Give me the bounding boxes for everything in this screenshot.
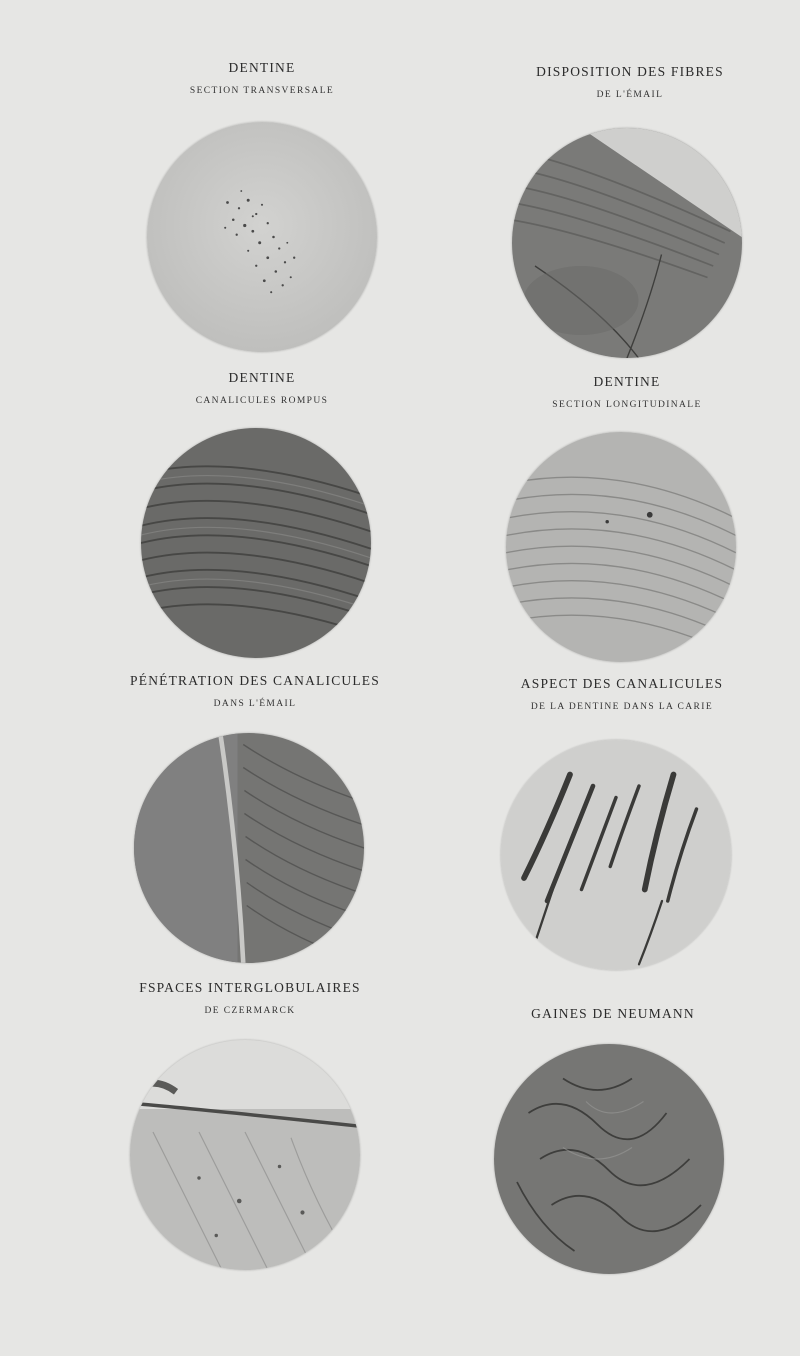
caption-subtitle: SECTION TRANSVERSALE (189, 86, 335, 96)
micrograph-image (130, 1040, 360, 1270)
micrograph-image (506, 432, 736, 662)
caption-penetration (55, 673, 455, 710)
micrograph-caries-canaliculi (501, 740, 731, 970)
micrograph-image (147, 122, 377, 352)
caption-title: DENTINE (228, 370, 296, 385)
caption-title: FSPACES INTERGLOBULAIRES (139, 980, 361, 995)
micrograph-image (512, 128, 742, 358)
caption-title: PÉNÉTRATION DES CANALICULES (130, 673, 380, 688)
caption-title: DISPOSITION DES FIBRES (536, 64, 724, 79)
caption-subtitle: DE CZERMARCK (204, 1006, 296, 1016)
caption-subtitle: SECTION LONGITUDINALE (552, 400, 702, 410)
caption-title: ASPECT DES CANALICULES (520, 676, 724, 691)
caption-subtitle: DE LA DENTINE DANS LA CARIE (530, 702, 714, 712)
micrograph-transverse-section (147, 122, 377, 352)
micrograph-image (501, 740, 731, 970)
micrograph-image (494, 1044, 724, 1274)
caption-dentine-transverse (62, 60, 462, 97)
caption-subtitle: DANS L'ÉMAIL (213, 699, 297, 709)
micrograph-interglobular-spaces (130, 1040, 360, 1270)
caption-interglobular (50, 980, 450, 1017)
micrograph-longitudinal-section (506, 432, 736, 662)
caption-title: DENTINE (228, 60, 296, 75)
caption-caries (422, 676, 800, 713)
caption-neumann (413, 1006, 800, 1031)
micrograph-image (134, 733, 364, 963)
caption-dentine-broken (62, 370, 462, 407)
micrograph-enamel-fibres (512, 128, 742, 358)
caption-subtitle: DE L'ÉMAIL (596, 90, 664, 100)
micrograph-image (141, 428, 371, 658)
caption-title: DENTINE (593, 374, 661, 389)
caption-title: GAINES DE NEUMANN (531, 1006, 695, 1021)
caption-dentine-longitudinal (427, 374, 800, 411)
micrograph-canaliculi-penetration (134, 733, 364, 963)
caption-subtitle: CANALICULES ROMPUS (195, 396, 329, 406)
caption-enamel-fibres (430, 64, 800, 101)
micrograph-broken-canaliculi (141, 428, 371, 658)
micrograph-neumann-sheaths (494, 1044, 724, 1274)
